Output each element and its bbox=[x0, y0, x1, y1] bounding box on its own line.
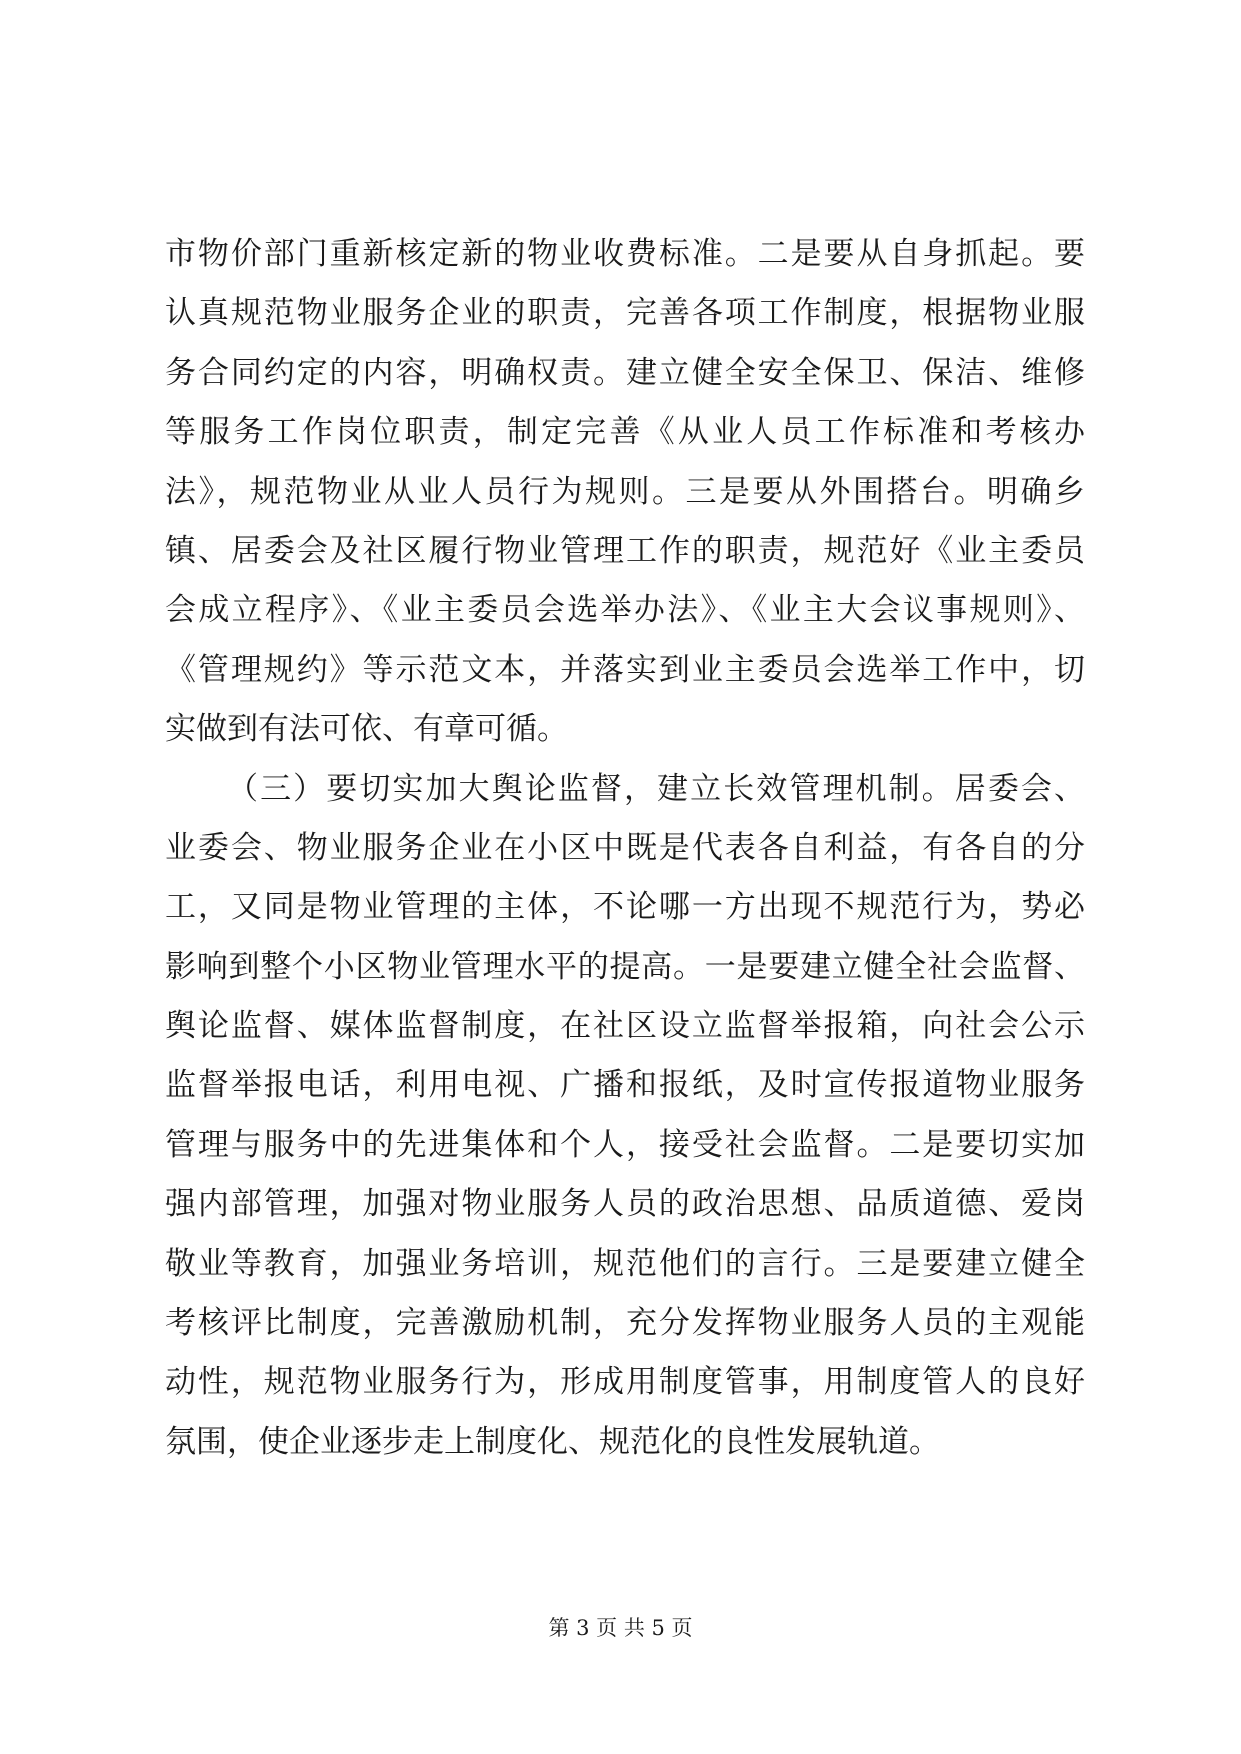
text-line: 强内部管理，加强对物业服务人员的政治思想、品质道德、爱岗 bbox=[165, 1186, 1085, 1223]
text-line: 业委会、物业服务企业在小区中既是代表各自利益，有各自的分 bbox=[165, 829, 1085, 866]
text-line: 考核评比制度，完善激励机制，充分发挥物业服务人员的主观能 bbox=[165, 1305, 1085, 1342]
text-line: （三）要切实加大舆论监督，建立长效管理机制。居委会、 bbox=[227, 770, 1085, 807]
text-line: 管理与服务中的先进集体和个人，接受社会监督。二是要切实加 bbox=[165, 1126, 1085, 1163]
text-line: 动性，规范物业服务行为，形成用制度管事，用制度管人的良好 bbox=[165, 1364, 1085, 1401]
text-line: 影响到整个小区物业管理水平的提高。一是要建立健全社会监督、 bbox=[165, 948, 1085, 985]
text-line: 舆论监督、媒体监督制度，在社区设立监督举报箱，向社会公示 bbox=[165, 1008, 1085, 1045]
text-line: 务合同约定的内容，明确权责。建立健全安全保卫、保洁、维修 bbox=[165, 354, 1085, 391]
page-footer: 第 3 页 共 5 页 bbox=[548, 1616, 693, 1640]
text-line: 监督举报电话，利用电视、广播和报纸，及时宣传报道物业服务 bbox=[165, 1067, 1085, 1104]
text-line: 氛围，使企业逐步走上制度化、规范化的良性发展轨道。 bbox=[165, 1423, 940, 1460]
text-line: 认真规范物业服务企业的职责，完善各项工作制度，根据物业服 bbox=[165, 295, 1085, 332]
text-line: 实做到有法可依、有章可循。 bbox=[165, 711, 568, 748]
text-line: 市物价部门重新核定新的物业收费标准。二是要从自身抓起。要 bbox=[165, 236, 1085, 272]
text-line: 敬业等教育，加强业务培训，规范他们的言行。三是要建立健全 bbox=[165, 1245, 1085, 1282]
text-line: 镇、居委会及社区履行物业管理工作的职责，规范好《业主委员 bbox=[165, 532, 1085, 569]
text-line: 《管理规约》等示范文本，并落实到业主委员会选举工作中，切 bbox=[165, 651, 1085, 688]
body-text bbox=[165, 225, 1085, 1472]
text-line: 会成立程序》、《业主委员会选举办法》、《业主大会议事规则》、 bbox=[165, 592, 1085, 629]
text-line: 工，又同是物业管理的主体，不论哪一方出现不规范行为，势必 bbox=[165, 889, 1085, 926]
paragraph-1 bbox=[165, 225, 1085, 760]
text-line: 等服务工作岗位职责，制定完善《从业人员工作标准和考核办 bbox=[165, 414, 1085, 451]
paragraph-2 bbox=[165, 760, 1085, 1473]
text-line: 法》，规范物业从业人员行为规则。三是要从外围搭台。明确乡 bbox=[165, 473, 1085, 510]
